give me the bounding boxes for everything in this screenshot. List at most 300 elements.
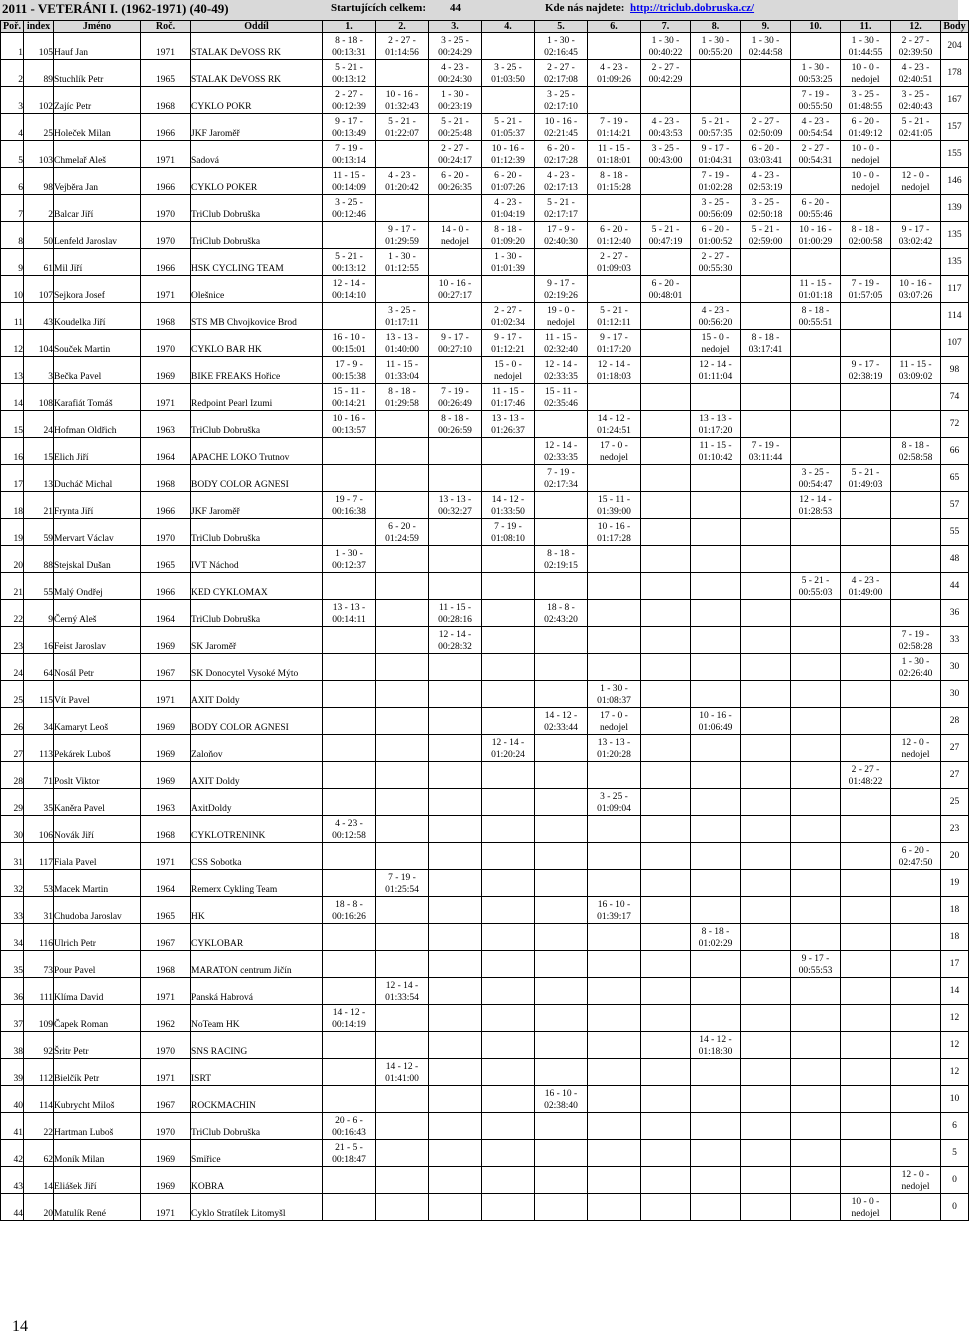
race-time: 01:39:00: [597, 507, 631, 517]
race-result-cell: [741, 465, 791, 492]
race-result-cell: [323, 897, 376, 924]
table-row: [1, 573, 969, 600]
table-row: [1, 249, 969, 276]
race-result-cell: [741, 708, 791, 735]
year-cell: 1968: [141, 951, 191, 978]
race-time: 02:43:20: [544, 615, 578, 625]
race-placing: 1 - 30 -: [901, 657, 930, 667]
race-result-cell: [741, 789, 791, 816]
race-time: nedojel: [547, 318, 575, 328]
race-placing: 8 - 18 -: [851, 225, 880, 235]
rank-cell: 4: [1, 114, 24, 141]
race-time: 01:04:31: [698, 156, 733, 166]
race-result-cell: [691, 1194, 741, 1221]
name-cell: Matulík René: [54, 1194, 141, 1221]
points-cell: 19: [941, 870, 969, 897]
name-cell: Klíma David: [54, 978, 141, 1005]
table-row: [1, 465, 969, 492]
club-cell: SK Donocytel Vysoké Mýto: [191, 654, 323, 681]
club-cell: CYKLOBAR: [191, 924, 323, 951]
race-result-cell: [891, 492, 941, 519]
race-result-cell: [641, 951, 691, 978]
table-row: [1, 519, 969, 546]
race-result-cell: [323, 600, 376, 627]
year-cell: 1964: [141, 600, 191, 627]
name-cell: Zajíc Petr: [54, 87, 141, 114]
race-result-cell: [841, 870, 891, 897]
race-result-cell: [791, 978, 841, 1005]
race-placing: 1 - 30 -: [851, 36, 880, 46]
column-header: 9.: [741, 21, 791, 33]
name-cell: Kubrycht Miloš: [54, 1086, 141, 1113]
race-placing: 7 - 19 -: [494, 522, 522, 532]
race-placing: 12 - 14 -: [544, 441, 578, 451]
race-result-cell: [891, 249, 941, 276]
race-result-cell: [791, 222, 841, 249]
race-result-cell: [891, 1167, 941, 1194]
race-placing: 11 - 15 -: [491, 387, 525, 397]
column-header: 3.: [429, 21, 482, 33]
year-cell: 1968: [141, 303, 191, 330]
column-header: Body: [941, 21, 969, 33]
race-result-cell: [482, 1059, 535, 1086]
race-result-cell: [323, 978, 376, 1005]
points-cell: 30: [941, 681, 969, 708]
race-placing: 9 - 17 -: [901, 225, 930, 235]
race-result-cell: [891, 546, 941, 573]
points-cell: 20: [941, 843, 969, 870]
index-cell: 16: [24, 627, 54, 654]
race-result-cell: [691, 168, 741, 195]
race-result-cell: [588, 627, 641, 654]
rank-cell: 29: [1, 789, 24, 816]
rank-cell: 26: [1, 708, 24, 735]
race-result-cell: [641, 384, 691, 411]
race-result-cell: [791, 708, 841, 735]
club-cell: BODY COLOR AGNESI: [191, 465, 323, 492]
race-result-cell: [535, 978, 588, 1005]
race-result-cell: [691, 276, 741, 303]
race-time: 00:14:10: [332, 291, 366, 301]
race-result-cell: [891, 978, 941, 1005]
race-result-cell: [323, 951, 376, 978]
race-time: 00:43:00: [648, 156, 683, 166]
race-time: 02:38:40: [544, 1101, 578, 1111]
name-cell: Bielčík Petr: [54, 1059, 141, 1086]
race-result-cell: [376, 870, 429, 897]
race-time: 02:47:50: [898, 858, 933, 868]
race-result-cell: [535, 762, 588, 789]
race-placing: 7 - 19 -: [441, 387, 469, 397]
race-result-cell: [376, 681, 429, 708]
race-placing: 6 - 20 -: [851, 117, 880, 127]
race-placing: 9 - 17 -: [494, 333, 522, 343]
race-result-cell: [891, 1005, 941, 1032]
race-time: 00:16:43: [332, 1128, 366, 1138]
race-result-cell: [691, 195, 741, 222]
year-cell: 1970: [141, 222, 191, 249]
race-result-cell: [429, 816, 482, 843]
race-result-cell: [891, 519, 941, 546]
race-time: 01:41:00: [385, 1074, 419, 1084]
name-cell: Moník Milan: [54, 1140, 141, 1167]
club-cell: SNS RACING: [191, 1032, 323, 1059]
race-result-cell: [482, 978, 535, 1005]
race-placing: 10 - 16 -: [544, 117, 578, 127]
race-result-cell: [641, 870, 691, 897]
race-placing: 17 - 0 -: [600, 441, 628, 451]
race-time: 01:14:56: [385, 48, 419, 58]
race-time: 00:43:53: [648, 129, 683, 139]
race-time: nedojel: [441, 237, 469, 247]
race-result-cell: [482, 492, 535, 519]
race-result-cell: [741, 357, 791, 384]
race-placing: 12 - 14 -: [799, 495, 832, 505]
points-cell: 5: [941, 1140, 969, 1167]
race-result-cell: [323, 735, 376, 762]
race-time: 02:17:13: [544, 183, 578, 193]
race-result-cell: [641, 546, 691, 573]
name-cell: Fiala Pavel: [54, 843, 141, 870]
name-cell: Ducháč Michal: [54, 465, 141, 492]
race-result-cell: [535, 303, 588, 330]
race-result-cell: [482, 1086, 535, 1113]
race-time: 02:19:26: [544, 291, 578, 301]
index-cell: 25: [24, 114, 54, 141]
column-header: 4.: [482, 21, 535, 33]
race-time: 01:00:52: [698, 237, 733, 247]
race-placing: 5 - 21 -: [547, 198, 575, 208]
race-result-cell: [641, 492, 691, 519]
race-placing: 12 - 0 -: [901, 171, 930, 181]
column-header-row: [1, 21, 969, 33]
race-placing: 11 - 15 -: [544, 333, 578, 343]
race-result-cell: [482, 789, 535, 816]
race-placing: 16 - 10 -: [332, 333, 366, 343]
table-row: [1, 141, 969, 168]
race-time: nedojel: [851, 1209, 880, 1219]
race-result-cell: [691, 789, 741, 816]
race-result-cell: [791, 1194, 841, 1221]
race-result-cell: [588, 168, 641, 195]
race-result-cell: [791, 870, 841, 897]
race-result-cell: [791, 546, 841, 573]
race-result-cell: [429, 411, 482, 438]
race-result-cell: [791, 357, 841, 384]
race-time: 00:23:19: [438, 102, 472, 112]
table-row: [1, 897, 969, 924]
race-result-cell: [535, 222, 588, 249]
race-result-cell: [741, 276, 791, 303]
results-title: 2011 - VETERÁNI I. (1962-1971) (40-49): [2, 1, 229, 16]
race-time: 00:14:19: [332, 1020, 366, 1030]
race-result-cell: [588, 465, 641, 492]
race-time: 01:02:29: [698, 939, 733, 949]
race-time: nedojel: [600, 453, 628, 463]
race-placing: 3 - 25 -: [751, 198, 780, 208]
race-result-cell: [482, 897, 535, 924]
race-result-cell: [535, 1059, 588, 1086]
race-result-cell: [791, 249, 841, 276]
index-cell: 21: [24, 492, 54, 519]
points-cell: 12: [941, 1059, 969, 1086]
index-cell: 61: [24, 249, 54, 276]
club-cell: CSS Sobotka: [191, 843, 323, 870]
rank-cell: 32: [1, 870, 24, 897]
race-placing: 8 - 18 -: [751, 333, 780, 343]
year-cell: 1969: [141, 357, 191, 384]
race-result-cell: [641, 114, 691, 141]
race-result-cell: [791, 141, 841, 168]
race-placing: 13 - 13 -: [332, 603, 366, 613]
race-result-cell: [376, 492, 429, 519]
race-placing: 14 - 12 -: [385, 1062, 419, 1072]
race-time: 02:26:40: [898, 669, 933, 679]
race-result-cell: [376, 573, 429, 600]
year-cell: 1967: [141, 654, 191, 681]
race-result-cell: [791, 33, 841, 60]
race-time: 01:14:21: [597, 129, 631, 139]
race-result-cell: [691, 735, 741, 762]
race-placing: 2 - 27 -: [547, 63, 575, 73]
race-placing: 12 - 14 -: [438, 630, 472, 640]
club-cell: STALAK DeVOSS RK: [191, 60, 323, 87]
race-result-cell: [429, 303, 482, 330]
race-result-cell: [641, 222, 691, 249]
race-time: 00:14:09: [332, 183, 366, 193]
race-result-cell: [641, 87, 691, 114]
race-time: 01:48:55: [848, 102, 883, 112]
race-result-cell: [482, 654, 535, 681]
race-result-cell: [891, 816, 941, 843]
page-number: 14: [12, 1318, 28, 1335]
race-result-cell: [588, 276, 641, 303]
race-result-cell: [588, 654, 641, 681]
race-result-cell: [482, 1167, 535, 1194]
race-result-cell: [323, 249, 376, 276]
race-result-cell: [323, 681, 376, 708]
race-result-cell: [429, 141, 482, 168]
rank-cell: 23: [1, 627, 24, 654]
club-cell: HSK CYCLING TEAM: [191, 249, 323, 276]
column-header: 12.: [891, 21, 941, 33]
index-cell: 64: [24, 654, 54, 681]
rank-cell: 40: [1, 1086, 24, 1113]
race-result-cell: [691, 87, 741, 114]
race-result-cell: [482, 411, 535, 438]
race-time: 01:01:39: [491, 264, 525, 274]
race-placing: 11 - 15 -: [899, 360, 932, 370]
race-placing: 15 - 0 -: [701, 333, 730, 343]
starters-count: 44: [450, 2, 461, 14]
table-row: [1, 546, 969, 573]
race-result-cell: [641, 708, 691, 735]
race-time: 02:00:58: [848, 237, 883, 247]
race-result-cell: [535, 1032, 588, 1059]
race-result-cell: [691, 870, 741, 897]
race-result-cell: [791, 897, 841, 924]
race-result-cell: [641, 897, 691, 924]
race-time: 02:38:19: [848, 372, 883, 382]
rank-cell: 44: [1, 1194, 24, 1221]
race-result-cell: [323, 141, 376, 168]
race-placing: 4 - 23 -: [801, 117, 830, 127]
race-time: 02:33:35: [544, 372, 578, 382]
index-cell: 107: [24, 276, 54, 303]
year-cell: 1970: [141, 330, 191, 357]
race-result-cell: [429, 1113, 482, 1140]
race-result-cell: [691, 1059, 741, 1086]
race-time: 03:09:02: [898, 372, 933, 382]
points-cell: 117: [941, 276, 969, 303]
name-cell: Bečka Pavel: [54, 357, 141, 384]
race-result-cell: [641, 357, 691, 384]
race-result-cell: [891, 897, 941, 924]
race-result-cell: [535, 357, 588, 384]
club-cell: KED CYKLOMAX: [191, 573, 323, 600]
race-placing: 3 - 25 -: [388, 306, 416, 316]
race-time: 01:49:00: [848, 588, 883, 598]
race-time: 01:01:18: [798, 291, 833, 301]
race-placing: 11 - 15 -: [799, 279, 832, 289]
year-cell: 1969: [141, 627, 191, 654]
name-cell: Frynta Jiří: [54, 492, 141, 519]
race-placing: 4 - 23 -: [441, 63, 469, 73]
race-placing: 3 - 25 -: [335, 198, 363, 208]
race-result-cell: [588, 924, 641, 951]
name-cell: Ulrich Petr: [54, 924, 141, 951]
race-result-cell: [641, 627, 691, 654]
race-result-cell: [791, 573, 841, 600]
race-placing: 4 - 23 -: [851, 576, 880, 586]
year-cell: 1966: [141, 492, 191, 519]
race-result-cell: [482, 384, 535, 411]
race-time: 01:09:26: [597, 75, 631, 85]
race-result-cell: [482, 870, 535, 897]
index-cell: 59: [24, 519, 54, 546]
column-header: 11.: [841, 21, 891, 33]
race-placing: 5 - 21 -: [335, 63, 363, 73]
race-result-cell: [376, 1167, 429, 1194]
race-result-cell: [323, 33, 376, 60]
points-cell: 66: [941, 438, 969, 465]
race-result-cell: [482, 465, 535, 492]
race-result-cell: [891, 60, 941, 87]
race-result-cell: [535, 438, 588, 465]
race-placing: 2 - 27 -: [651, 63, 680, 73]
race-result-cell: [588, 1059, 641, 1086]
race-placing: 14 - 12 -: [491, 495, 525, 505]
year-cell: 1962: [141, 1005, 191, 1032]
race-placing: 1 - 30 -: [441, 90, 469, 100]
race-result-cell: [691, 951, 741, 978]
race-result-cell: [841, 411, 891, 438]
race-placing: 12 - 0 -: [901, 1170, 930, 1180]
race-time: 01:04:19: [491, 210, 525, 220]
table-row: [1, 222, 969, 249]
race-time: 02:17:17: [544, 210, 578, 220]
index-cell: 62: [24, 1140, 54, 1167]
race-result-cell: [482, 330, 535, 357]
race-result-cell: [429, 114, 482, 141]
club-cell: APACHE LOKO Trutnov: [191, 438, 323, 465]
race-result-cell: [891, 1086, 941, 1113]
index-cell: 15: [24, 438, 54, 465]
results-body: [1, 33, 969, 1221]
race-result-cell: [323, 1005, 376, 1032]
race-result-cell: [429, 1032, 482, 1059]
race-result-cell: [429, 168, 482, 195]
race-result-cell: [741, 168, 791, 195]
race-result-cell: [376, 141, 429, 168]
club-cell: Redpoint Pearl Izumi: [191, 384, 323, 411]
race-placing: 4 - 23 -: [388, 171, 416, 181]
race-placing: 8 - 18 -: [494, 225, 522, 235]
race-result-cell: [588, 1167, 641, 1194]
year-cell: 1964: [141, 438, 191, 465]
race-result-cell: [641, 1140, 691, 1167]
race-result-cell: [841, 816, 891, 843]
name-cell: Čapek Roman: [54, 1005, 141, 1032]
name-cell: Chudoba Jaroslav: [54, 897, 141, 924]
race-result-cell: [323, 789, 376, 816]
race-placing: 9 - 17 -: [547, 279, 575, 289]
race-time: 01:33:04: [385, 372, 419, 382]
race-placing: 1 - 30 -: [751, 36, 780, 46]
race-result-cell: [841, 654, 891, 681]
race-time: 01:33:50: [491, 507, 525, 517]
club-website-link[interactable]: http://triclub.dobruska.cz/: [630, 2, 755, 14]
race-placing: 4 - 23 -: [751, 171, 780, 181]
club-cell: CYKLO BAR HK: [191, 330, 323, 357]
race-result-cell: [641, 276, 691, 303]
race-time: 00:28:16: [438, 615, 472, 625]
race-result-cell: [376, 465, 429, 492]
race-result-cell: [376, 708, 429, 735]
race-result-cell: [791, 1005, 841, 1032]
race-result-cell: [535, 627, 588, 654]
race-result-cell: [841, 33, 891, 60]
points-cell: 74: [941, 384, 969, 411]
race-result-cell: [482, 1032, 535, 1059]
race-result-cell: [588, 897, 641, 924]
race-placing: 18 - 8 -: [547, 603, 575, 613]
race-result-cell: [376, 978, 429, 1005]
table-row: [1, 762, 969, 789]
table-row: [1, 735, 969, 762]
race-placing: 5 - 21 -: [751, 225, 780, 235]
race-placing: 8 - 18 -: [335, 36, 363, 46]
race-result-cell: [376, 411, 429, 438]
race-placing: 7 - 19 -: [547, 468, 575, 478]
race-result-cell: [482, 1113, 535, 1140]
race-result-cell: [376, 1113, 429, 1140]
year-cell: 1971: [141, 843, 191, 870]
race-result-cell: [429, 870, 482, 897]
race-result-cell: [482, 276, 535, 303]
race-result-cell: [588, 870, 641, 897]
year-cell: 1971: [141, 276, 191, 303]
race-result-cell: [376, 1005, 429, 1032]
race-result-cell: [323, 1032, 376, 1059]
year-cell: 1966: [141, 168, 191, 195]
race-result-cell: [535, 519, 588, 546]
name-cell: Feist Jaroslav: [54, 627, 141, 654]
race-result-cell: [323, 654, 376, 681]
race-placing: 11 - 15 -: [332, 171, 366, 181]
points-cell: 146: [941, 168, 969, 195]
race-time: 01:09:04: [597, 804, 631, 814]
